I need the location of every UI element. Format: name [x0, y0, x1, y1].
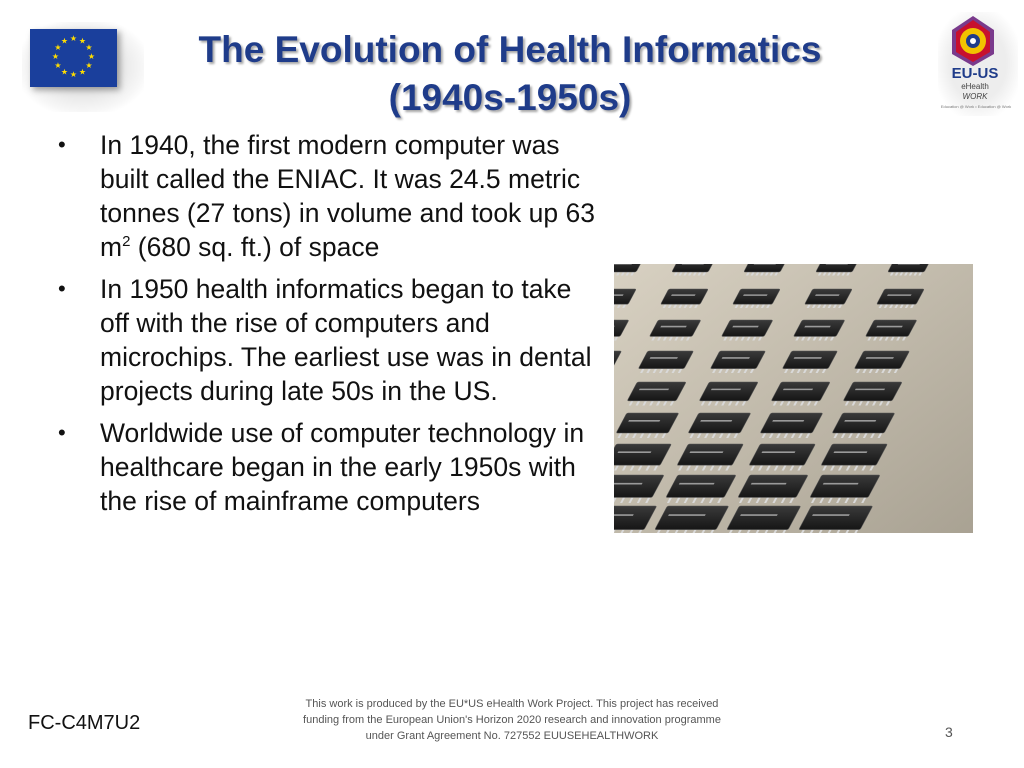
chip-marking: [671, 294, 696, 296]
chip: [771, 382, 830, 401]
chip-marking: [639, 389, 669, 391]
chip: [877, 289, 925, 304]
chip-marking: [668, 514, 706, 516]
chip-marking: [754, 264, 777, 265]
chip-marking: [682, 264, 705, 265]
chip-marking: [794, 357, 822, 359]
bullet-dot: •: [58, 276, 66, 301]
euus-badge-icon: [950, 14, 996, 68]
svg-text:★: ★: [69, 34, 78, 43]
chip-marking: [876, 326, 902, 328]
chip: [782, 351, 837, 369]
svg-text:★: ★: [51, 52, 60, 61]
chip-marking: [628, 420, 660, 422]
chip-marking: [722, 357, 750, 359]
chip: [710, 351, 765, 369]
chip-marking: [844, 420, 876, 422]
chip-marking: [689, 451, 723, 453]
chip: [738, 475, 808, 497]
chip: [854, 351, 909, 369]
chip: [672, 264, 716, 272]
chip: [799, 506, 873, 530]
bullet-text: Worldwide use of computer technology in healthcare began in the early 1950s with the rise of mainframe computers: [100, 418, 585, 516]
chip-marking: [614, 264, 632, 265]
chip-marking: [732, 326, 758, 328]
chip-marking: [679, 483, 715, 485]
chip-marking: [751, 483, 787, 485]
chip: [805, 289, 853, 304]
chip: [816, 264, 860, 272]
euus-logo-tagline: Education @ Work • Education @ Work: [940, 104, 1012, 109]
chip-marking: [614, 514, 634, 516]
chip-marking: [761, 451, 795, 453]
footer-course-id: FC-C4M7U2: [28, 712, 141, 734]
chip-marking: [660, 326, 686, 328]
chip-marking: [617, 451, 651, 453]
slide-title: [150, 26, 870, 122]
svg-text:★: ★: [69, 70, 78, 79]
svg-text:★: ★: [54, 43, 62, 52]
chip-marking: [614, 483, 643, 485]
bullet-text-tail: (680 sq. ft.) of space: [130, 232, 380, 262]
svg-text:★: ★: [78, 36, 87, 46]
chip: [655, 506, 729, 530]
bullet-text: In 1950 health informatics began to take off with the rise of computers and microchips. The earliest use was in dental projects during late 50s in the US.: [100, 274, 592, 406]
chip-marking: [740, 514, 778, 516]
chip-marking: [887, 294, 912, 296]
svg-text:★: ★: [60, 67, 69, 77]
chip-marking: [711, 389, 741, 391]
chip-marking: [772, 420, 804, 422]
euus-logo-line2: WORK: [962, 92, 988, 101]
bullet-item: [58, 416, 598, 518]
chip: [722, 320, 773, 336]
chip-marking: [614, 294, 624, 296]
chip: [749, 444, 815, 465]
svg-text:★: ★: [60, 36, 69, 46]
chip: [650, 320, 701, 336]
chip-marking: [700, 420, 732, 422]
chip: [727, 506, 801, 530]
svg-text:★: ★: [78, 67, 87, 77]
chip-marking: [855, 389, 885, 391]
chip: [760, 413, 823, 433]
svg-text:★: ★: [87, 52, 96, 61]
eu-flag-icon: [30, 29, 117, 87]
chip: [677, 444, 743, 465]
chip: [821, 444, 887, 465]
chip: [661, 289, 709, 304]
chip: [832, 413, 895, 433]
superscript: 2: [122, 233, 131, 251]
chip-marking: [823, 483, 859, 485]
bullet-list: [58, 128, 598, 526]
chip: [616, 413, 679, 433]
chip: [627, 382, 686, 401]
chip-marking: [866, 357, 894, 359]
bullet-item: [58, 272, 598, 408]
chip: [843, 382, 902, 401]
microchips-illustration: [614, 264, 973, 533]
chip-marking: [812, 514, 850, 516]
euus-ehealth-logo: [938, 12, 1018, 116]
eu-stars: [30, 29, 117, 87]
chip-marking: [743, 294, 768, 296]
chip: [744, 264, 788, 272]
svg-text:★: ★: [85, 61, 93, 70]
bullet-dot: •: [58, 132, 66, 157]
chip: [666, 475, 736, 497]
chip: [688, 413, 751, 433]
svg-text:★: ★: [54, 61, 62, 70]
footer-funding-note: This work is produced by the EU*US eHealth Work Project. This project has received funding from the European Union's Horizon 2020 research and innovation programme under Grant Agreement No. 727552 EUUSEHEALTHWORK: [303, 698, 721, 742]
bullet-item: [58, 128, 598, 264]
chip: [699, 382, 758, 401]
bullet-dot: •: [58, 420, 66, 445]
chip-marking: [783, 389, 813, 391]
chip: [733, 289, 781, 304]
chip-marking: [833, 451, 867, 453]
slide-title-line1: The Evolution of Health Informatics: [198, 29, 822, 70]
chip: [794, 320, 845, 336]
eu-flag-logo: [22, 22, 144, 112]
chip-marking: [650, 357, 678, 359]
chip: [810, 475, 880, 497]
chip: [888, 264, 932, 272]
chip-marking: [898, 264, 921, 265]
slide-title-line2: (1940s-1950s): [388, 77, 632, 118]
chip: [638, 351, 693, 369]
microchips-photo: [614, 264, 973, 533]
euus-logo-line1: eHealth: [961, 82, 989, 91]
page-number: 3: [945, 724, 953, 740]
chip: [866, 320, 917, 336]
chip-marking: [804, 326, 830, 328]
chip-marking: [826, 264, 849, 265]
chip-marking: [815, 294, 840, 296]
euus-logo-title: EU-US: [951, 65, 999, 82]
bullet-text: In 1940, the first modern computer was built called the ENIAC. It was 24.5 metric tonnes (27 tons) in volume and took up 63 m: [100, 130, 595, 262]
svg-text:★: ★: [85, 43, 93, 52]
